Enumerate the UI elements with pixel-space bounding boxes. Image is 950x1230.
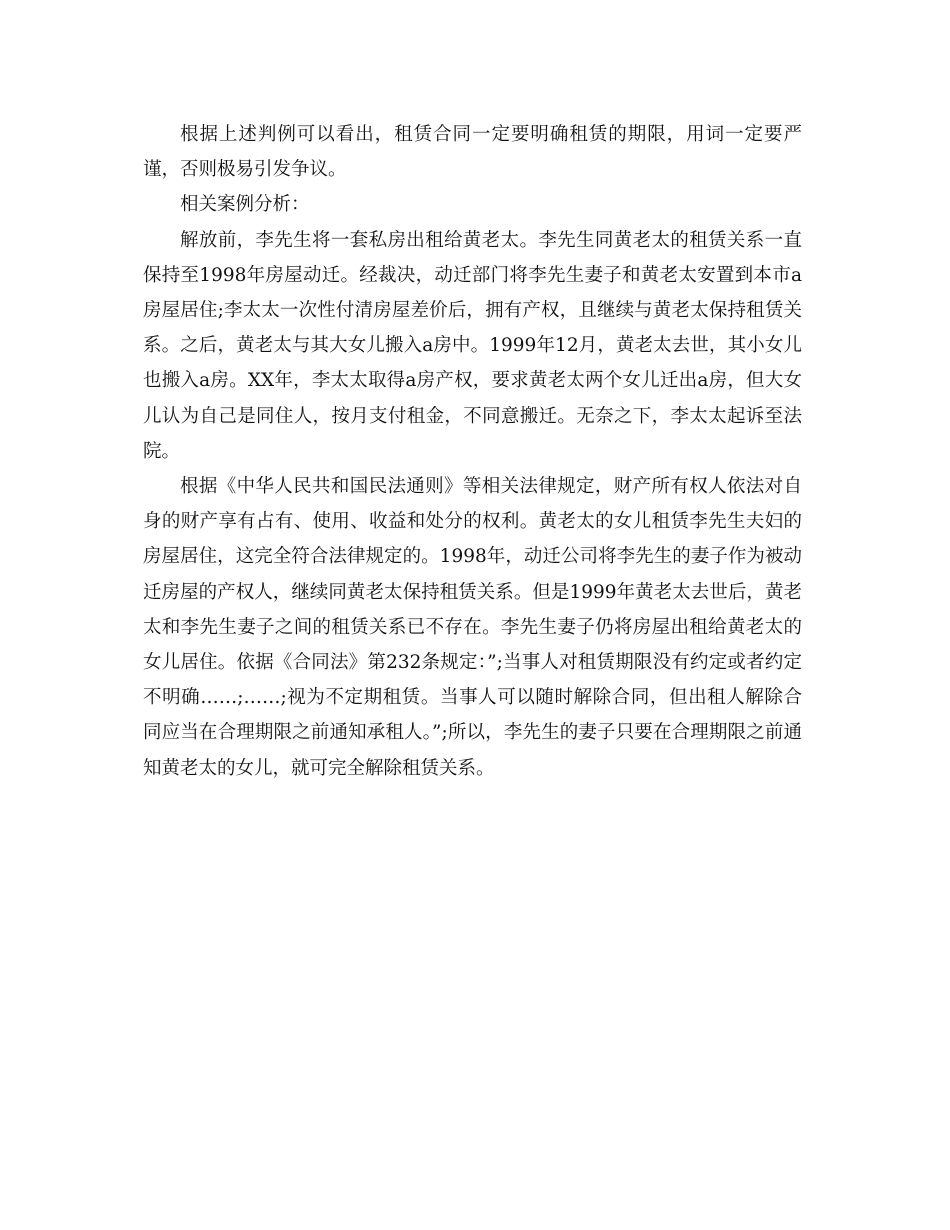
paragraph-conclusion: 根据上述判例可以看出，租赁合同一定要明确租赁的期限，用词一定要严谨，否则极易引发争议。 (143, 124, 802, 181)
paragraph-heading-case-analysis: 相关案例分析： (180, 194, 310, 216)
paragraph-legal-analysis: 根据《中华人民共和国民法通则》等相关法律规定，财产所有权人依法对自身的财产享有占有、使用、收益和处分的权利。黄老太的女儿租赁李先生夫妇的房屋居住，这完全符合法律规定的。1998年，动迁公司将李先生的妻子作为被动迁房屋的产权人，继续同黄老太保持租赁关系。但是1999年黄老太去世后，黄老太和李先生妻子之间的租赁关系已不存在。李先生妻子仍将房屋出租给黄老太的女儿居住。依据《合同法》第232条规定：”;当事人对租赁期限没有约定或者约定不明确……;……;视为不定期租赁。当事人可以随时解除合同，但出租人解除合同应当在合理期限之前通知承租人。”;所以，李先生的妻子只要在合理期限之前通知黄老太的女儿，就可完全解除租赁关系。 (143, 476, 802, 779)
paragraph-case-facts: 解放前，李先生将一套私房出租给黄老太。李先生同黄老太的租赁关系一直保持至1998年房屋动迁。经裁决，动迁部门将李先生妻子和黄老太安置到本市a房屋居住;李太太一次性付清房屋差价后，拥有产权，且继续与黄老太保持租赁关系。之后，黄老太与其大女儿搬入a房中。1999年12月，黄老太去世，其小女儿也搬入a房。XX年，李太太取得a房产权，要求黄老太两个女儿迁出a房，但大女儿认为自己是同住人，按月支付租金，不同意搬迁。无奈之下，李太太起诉至法院。 (143, 229, 802, 462)
